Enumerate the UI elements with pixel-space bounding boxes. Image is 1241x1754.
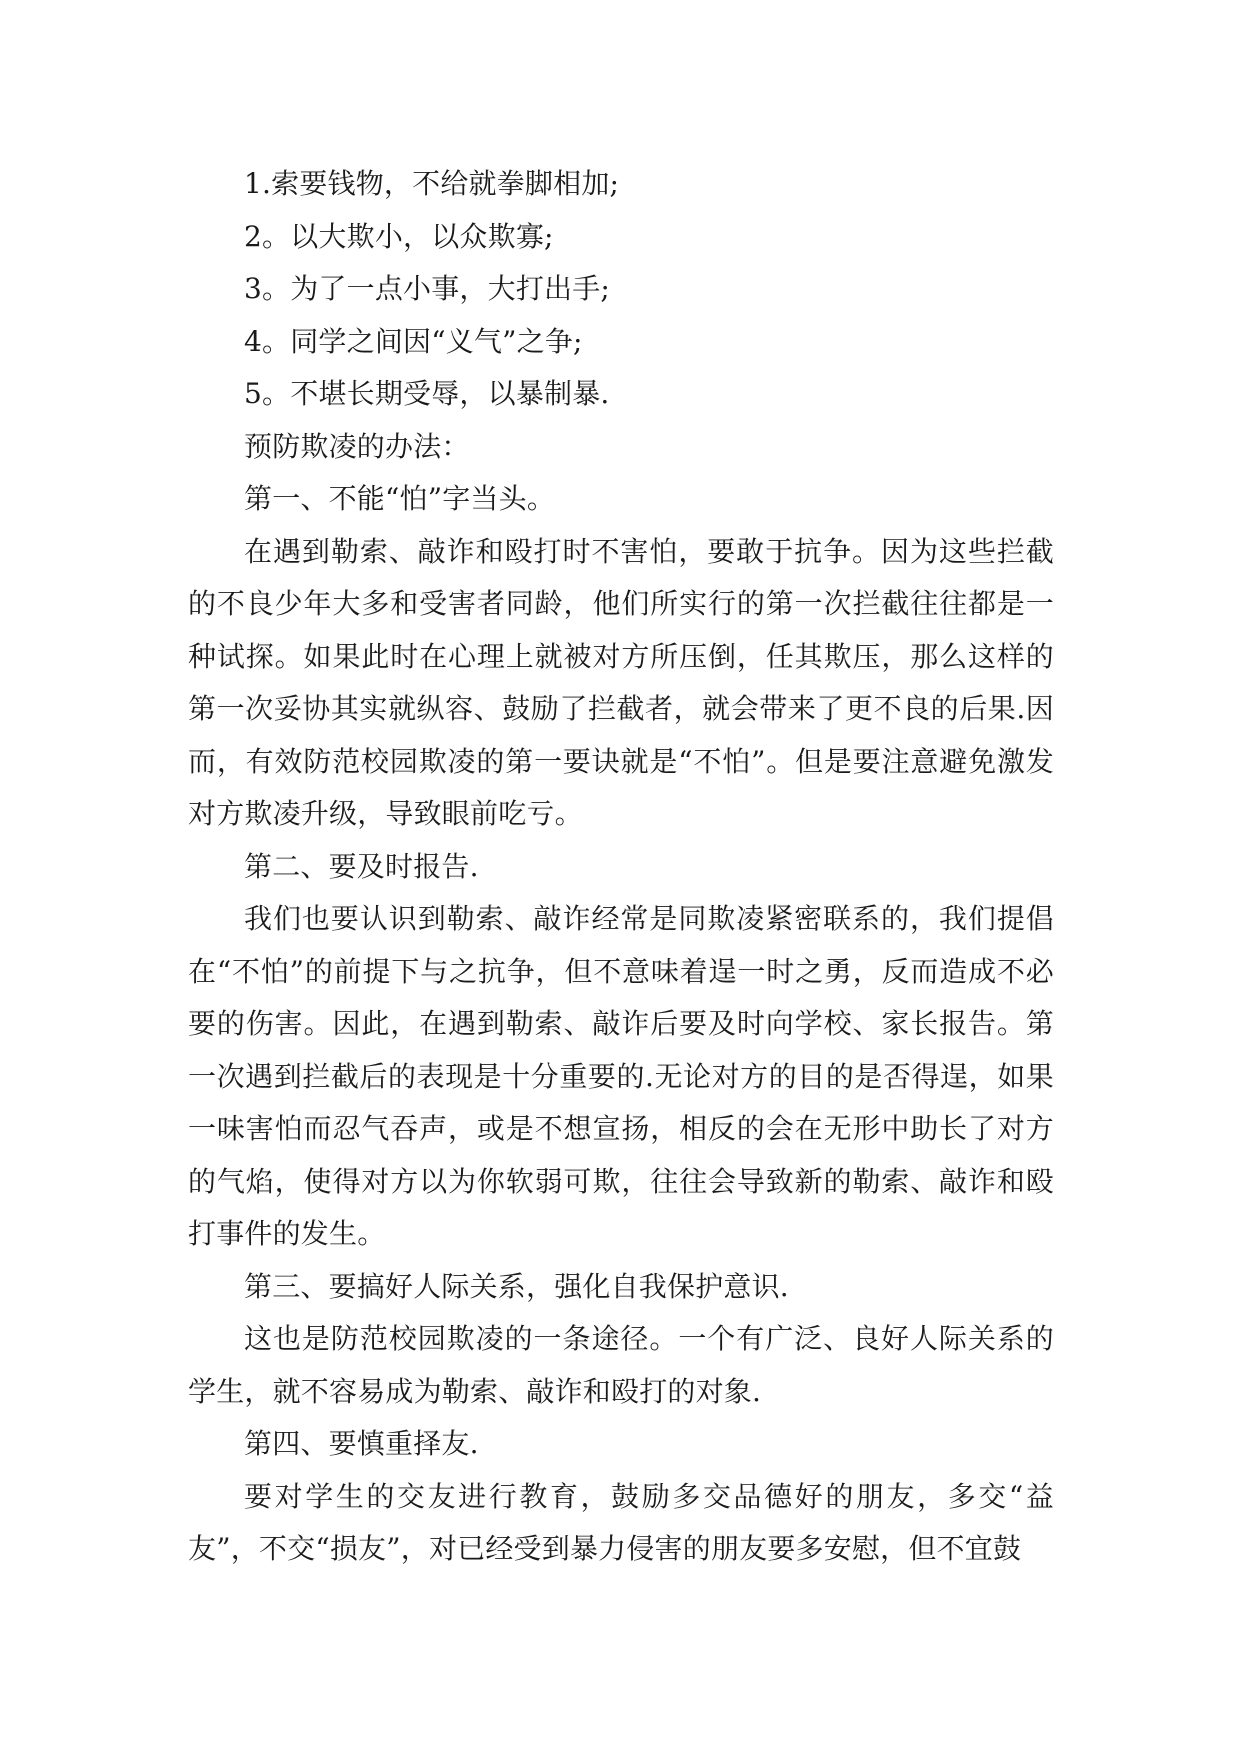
section-heading-prevention: 预防欺凌的办法： — [244, 429, 470, 463]
paragraph-third: 这也是防范校园欺凌的一条途径。一个有广泛、良好人际关系的学生，就不容易成为勒索、敲诈和殴打的对象. — [188, 1322, 1054, 1408]
subheading-third: 第三、要搞好人际关系，强化自我保护意识. — [244, 1269, 789, 1303]
list-item-2: 2。以大欺小，以众欺寡; — [244, 219, 554, 253]
subheading-second: 第二、要及时报告. — [244, 849, 479, 883]
paragraph-fourth: 要对学生的交友进行教育，鼓励多交品德好的朋友，多交“益友”，不交“损友”，对已经受到暴力侵害的朋友要多安慰，但不宜鼓 — [188, 1479, 1054, 1565]
list-item-4: 4。同学之间因“义气”之争; — [244, 324, 583, 358]
list-item-5: 5。不堪长期受辱，以暴制暴. — [244, 377, 610, 410]
subheading-first: 第一、不能“怕”字当头。 — [244, 482, 556, 515]
paragraph-first: 在遇到勒索、敲诈和殴打时不害怕，要敢于抗争。因为这些拦截的不良少年大多和受害者同龄，他们所实行的第一次拦截往往都是一种试探。如果此时在心理上就被对方所压倒，任其欺压，那么这样的第一次妥协其实就纵容、鼓励了拦截者，就会带来了更不良的后果.因而，有效防范校园欺凌的第一要诀就是“不怕”。但是要注意避免激发对方欺凌升级，导致眼前吃亏。 — [188, 534, 1054, 830]
document-body — [188, 158, 1054, 1576]
list-item-1: 1.索要钱物，不给就拳脚相加; — [244, 167, 620, 200]
subheading-fourth: 第四、要慎重择友. — [244, 1427, 479, 1460]
paragraph-second: 我们也要认识到勒索、敲诈经常是同欺凌紧密联系的，我们提倡在“不怕”的前提下与之抗争，但不意味着逞一时之勇，反而造成不必要的伤害。因此，在遇到勒索、敲诈后要及时向学校、家长报告。第一次遇到拦截后的表现是十分重要的.无论对方的目的是否得逞，如果一味害怕而忍气吞声，或是不想宣扬，相反的会在无形中助长了对方的气焰，使得对方以为你软弱可欺，往往会导致新的勒索、敲诈和殴打事件的发生。 — [188, 902, 1054, 1250]
list-item-3: 3。为了一点小事，大打出手; — [244, 272, 611, 305]
